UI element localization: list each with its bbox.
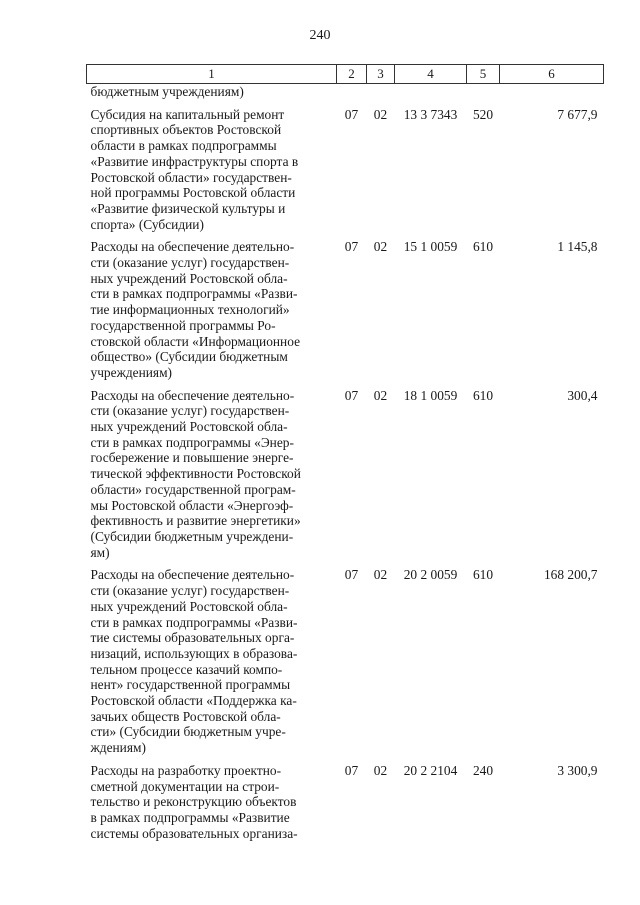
desc-line: зачьих обществ Ростовской обла-: [90, 708, 281, 724]
desc-line: сти» (Субсидии бюджетным учре-: [90, 724, 286, 740]
row-section: 07: [344, 762, 359, 778]
desc-line: спортивных объектов Ростовской: [90, 122, 282, 138]
desc-line: тельство и реконструкцию объектов: [90, 794, 297, 810]
desc-line: сти (оказание услуг) государствен-: [90, 403, 290, 419]
desc-line: бюджетным учреждениям): [90, 84, 244, 99]
row-section: 07: [344, 387, 359, 403]
row-amount: 7 677,9: [557, 106, 598, 122]
table-row: [87, 102, 604, 235]
row-subsection: 02: [373, 567, 388, 583]
header-col-1: 1: [87, 65, 337, 84]
row-description: [87, 234, 337, 382]
row-subsection: 02: [373, 387, 388, 403]
row-description: [87, 102, 337, 235]
row-amount: 3 300,9: [557, 762, 598, 778]
row-subsection: [367, 84, 395, 102]
row-target-code: [395, 84, 467, 102]
desc-line: Расходы на разработку проектно-: [90, 762, 282, 778]
desc-line: Расходы на обеспечение деятельно-: [90, 567, 295, 583]
desc-line: «Развитие физической культуры и: [90, 200, 286, 216]
desc-line: в рамках подпрограммы «Развитие: [90, 809, 290, 825]
row-subsection: 02: [373, 239, 388, 255]
row-expense-type: 610: [472, 387, 494, 403]
table-row: [87, 562, 604, 757]
desc-line: учреждениям): [90, 364, 173, 380]
budget-table: [86, 64, 604, 843]
row-description: [87, 758, 337, 844]
desc-line: мы Ростовской области «Энергоэф-: [90, 497, 294, 513]
desc-line: «Развитие инфраструктуры спорта в: [90, 153, 299, 169]
table-row: [87, 758, 604, 844]
header-row: [87, 65, 604, 84]
desc-line: стовской области «Информационное: [90, 333, 301, 349]
row-description: [87, 562, 337, 757]
desc-line: сти в рамках подпрограммы «Энер-: [90, 434, 294, 450]
desc-line: ной программы Ростовской области: [90, 185, 296, 201]
row-amount: [500, 84, 604, 102]
desc-line: нент» государственной программы: [90, 677, 291, 693]
row-subsection: 02: [373, 106, 388, 122]
row-target-code: 18 1 0059: [403, 387, 458, 403]
row-section: [337, 84, 367, 102]
page-number: 240: [309, 28, 331, 43]
header-col-5: 5: [467, 65, 500, 84]
row-description: [87, 383, 337, 563]
desc-line: госбережение и повышение энерге-: [90, 450, 294, 466]
header-col-3: 3: [367, 65, 395, 84]
desc-line: тической эффективности Ростовской: [90, 466, 301, 482]
desc-line: тельном процессе казачий компо-: [90, 661, 283, 677]
desc-line: сметной документации на строи-: [90, 778, 280, 794]
row-amount: 168 200,7: [543, 567, 598, 583]
row-section: 07: [344, 106, 359, 122]
desc-line: ждениям): [90, 740, 146, 756]
desc-line: ных учреждений Ростовской обла-: [90, 419, 288, 435]
row-target-code: 20 2 2104: [403, 762, 458, 778]
row-expense-type: 610: [472, 239, 494, 255]
desc-line: государственной программы Ро-: [90, 317, 276, 333]
row-target-code: 15 1 0059: [403, 239, 458, 255]
row-description: [87, 84, 337, 102]
desc-line: области в рамках подпрограммы: [90, 138, 277, 154]
desc-line: фективность и развитие энергетики»: [90, 513, 301, 529]
row-section: 07: [344, 239, 359, 255]
desc-line: сти (оказание услуг) государствен-: [90, 583, 290, 599]
desc-line: тие системы образовательных орга-: [90, 630, 295, 646]
desc-line: ям): [90, 544, 110, 560]
row-amount: 300,4: [567, 387, 598, 403]
table-row: [87, 383, 604, 563]
desc-line: спорта» (Субсидии): [90, 216, 204, 232]
desc-line: Расходы на обеспечение деятельно-: [90, 239, 295, 255]
desc-line: Субсидия на капитальный ремонт: [90, 106, 285, 122]
header-col-2: 2: [337, 65, 367, 84]
desc-line: тие информационных технологий»: [90, 302, 290, 318]
row-expense-type: 610: [472, 567, 494, 583]
desc-line: области» государственной програм-: [90, 481, 296, 497]
row-target-code: 20 2 0059: [403, 567, 458, 583]
row-amount: 1 145,8: [557, 239, 598, 255]
desc-line: общество» (Субсидии бюджетным: [90, 349, 288, 365]
row-subsection: 02: [373, 762, 388, 778]
row-target-code: 13 3 7343: [403, 106, 458, 122]
table-row: [87, 234, 604, 382]
row-expense-type: 520: [472, 106, 494, 122]
table-body: [87, 84, 604, 844]
desc-line: сти в рамках подпрограммы «Разви-: [90, 286, 298, 302]
header-col-6: 6: [500, 65, 604, 84]
desc-line: Ростовской области» государствен-: [90, 169, 292, 185]
row-section: 07: [344, 567, 359, 583]
table-row: [87, 84, 604, 102]
desc-line: (Субсидии бюджетным учреждени-: [90, 528, 294, 544]
header-col-4: 4: [395, 65, 467, 84]
desc-line: ных учреждений Ростовской обла-: [90, 598, 288, 614]
desc-line: системы образовательных организа-: [90, 825, 298, 841]
desc-line: низаций, использующих в образова-: [90, 645, 298, 661]
desc-line: Ростовской области «Поддержка ка-: [90, 693, 297, 709]
desc-line: сти (оказание услуг) государствен-: [90, 255, 290, 271]
desc-line: ных учреждений Ростовской обла-: [90, 270, 288, 286]
desc-line: сти в рамках подпрограммы «Разви-: [90, 614, 298, 630]
table-header: [87, 65, 604, 84]
row-expense-type: [467, 84, 500, 102]
row-expense-type: 240: [472, 762, 494, 778]
desc-line: Расходы на обеспечение деятельно-: [90, 387, 295, 403]
